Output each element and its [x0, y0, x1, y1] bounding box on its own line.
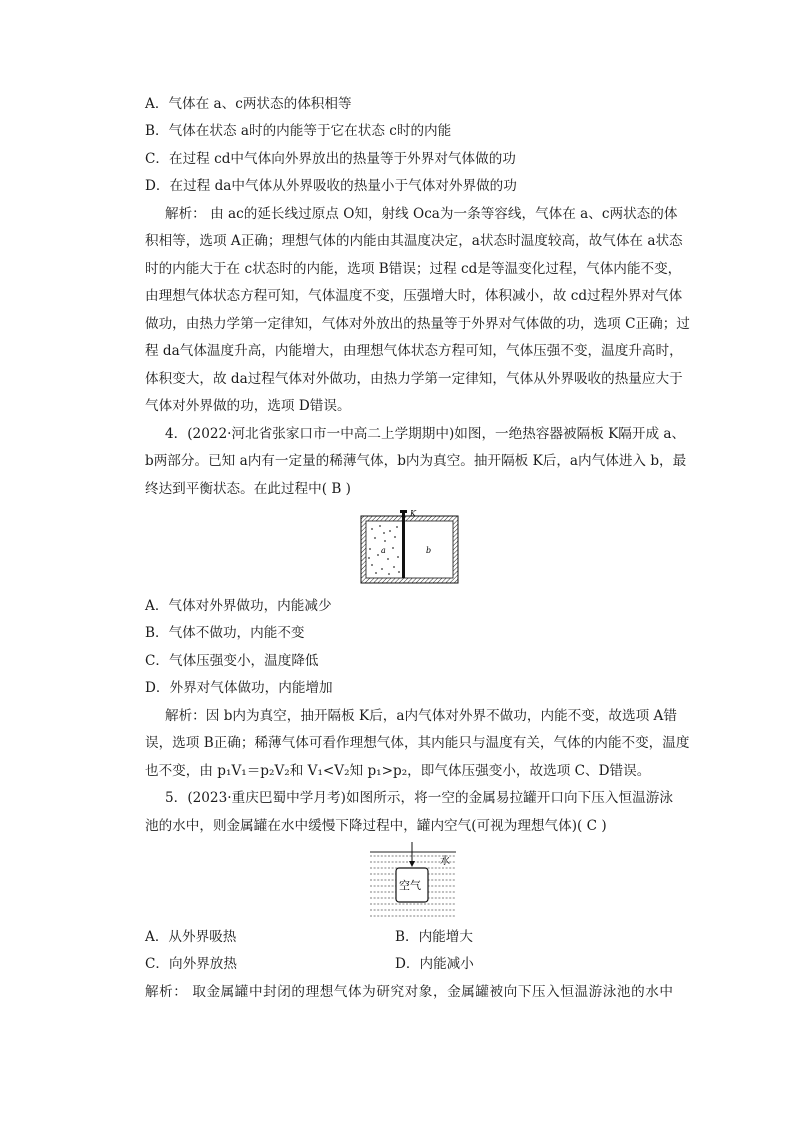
q3-analysis-line: 时的内能大于在 c状态时的内能，选项 B错误；过程 cd是等温变化过程，气体内能不变，: [145, 261, 682, 277]
q3-analysis-line: 体积变大，故 da过程气体对外做功，由热力学第一定律知，气体从外界吸收的热量应大于: [145, 371, 683, 387]
q4-container-figure: [360, 507, 460, 585]
q5-option-d: D．内能减小: [395, 956, 474, 972]
q5-analysis-line: 解析： 取金属罐中封闭的理想气体为研究对象，金属罐被向下压入恒温游泳池的水中: [145, 984, 673, 1000]
q5-can-figure: [368, 842, 458, 918]
q4-stem-line: 4．(2022·河北省张家口市一中高二上学期期中)如图，一绝热容器被隔板 K隔开成 a、: [165, 426, 686, 442]
q4-analysis-line: 误，选项 B正确；稀薄气体可看作理想气体，其内能只与温度有关，气体的内能不变，温度: [145, 735, 690, 751]
q4-option-b: B．气体不做功，内能不变: [145, 625, 305, 641]
q3-option-b: B．气体在状态 a时的内能等于它在状态 c时的内能: [145, 123, 452, 139]
q3-option-c: C．在过程 cd中气体向外界放出的热量等于外界对气体做的功: [145, 151, 516, 167]
label-a: a: [381, 546, 386, 555]
q5-stem-line: 5．(2023·重庆巴蜀中学月考)如图所示，将一空的金属易拉罐开口向下压入恒温游泳: [165, 790, 673, 806]
q3-analysis-line: 积相等，选项 A正确；理想气体的内能由其温度决定，a状态时温度较高，故气体在 a状态: [145, 233, 683, 249]
q5-option-c: C．向外界放热: [145, 956, 237, 972]
q3-analysis-line: 解析： 由 ac的延长线过原点 O知，射线 Oca为一条等容线，气体在 a、c两状态的体: [165, 206, 678, 222]
label-air: 空气: [399, 879, 421, 892]
q4-option-d: D．外界对气体做功，内能增加: [145, 680, 333, 696]
q4-analysis-line: 也不变，由 p₁V₁＝p₂V₂和 V₁<V₂知 p₁>p₂，即气体压强变小，故选项 C、D错误。: [145, 763, 651, 779]
q3-option-d: D．在过程 da中气体从外界吸收的热量小于气体对外界做的功: [145, 178, 517, 194]
q4-stem-line: 终达到平衡状态。在此过程中( B ): [145, 481, 351, 497]
q4-option-a: A．气体对外界做功，内能减少: [145, 598, 332, 614]
q3-analysis-line: 做功，由热力学第一定律知，气体对外放出的热量等于外界对气体做的功，选项 C正确；过: [145, 316, 690, 332]
q3-analysis-line: 程 da气体温度升高，内能增大，由理想气体状态方程可知，气体压强不变，温度升高时，: [145, 343, 683, 359]
label-b: b: [426, 546, 432, 555]
label-k: K: [410, 509, 416, 518]
q4-analysis-line: 解析：因 b内为真空，抽开隔板 K后，a内气体对外界不做功，内能不变，故选项 A错: [165, 708, 677, 724]
q3-option-a: A．气体在 a、c两状态的体积相等: [145, 96, 352, 112]
q3-analysis-line: 由理想气体状态方程可知，气体温度不变，压强增大时，体积减小，故 cd过程外界对气体: [145, 288, 683, 304]
q3-analysis-line: 气体对外界做的功，选项 D错误。: [145, 398, 351, 414]
q5-stem-line: 池的水中，则金属罐在水中缓慢下降过程中，罐内空气(可视为理想气体)( C ): [145, 818, 607, 834]
q4-stem-line: b两部分。已知 a内有一定量的稀薄气体，b内为真空。抽开隔板 K后，a内气体进入 b，最: [145, 453, 687, 469]
q5-option-a: A．从外界吸热: [145, 929, 237, 945]
label-water: 水: [440, 856, 450, 867]
q4-option-c: C．气体压强变小，温度降低: [145, 653, 319, 669]
q5-option-b: B．内能增大: [395, 929, 473, 945]
